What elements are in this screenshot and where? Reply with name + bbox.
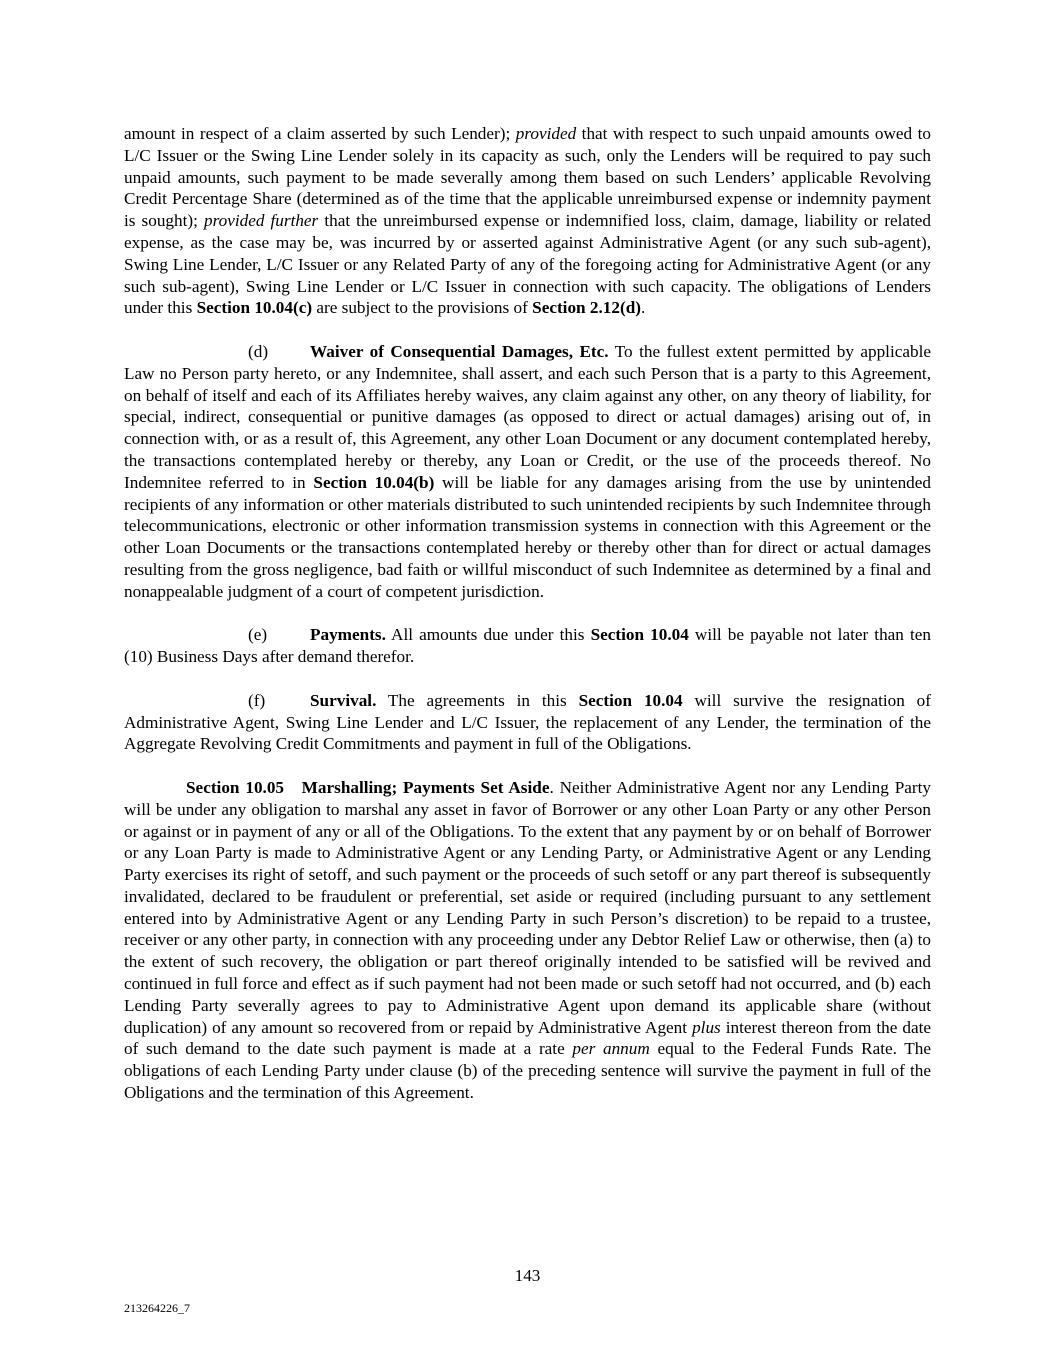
subsection-heading: Survival. [310,690,377,710]
document-body [124,123,931,1126]
subsection-f: (f) Survival. The agreements in this Section 10.04 will survive the resignation of Administrative Agent, Swing Line Lender and L/C Issuer, the replacement of any Lender, the termination of the Aggregate Revolving Credit Commitments and payment in full of the Obligations. [124,690,931,754]
subsection-heading: Waiver of Consequential Damages, Etc. [310,341,609,361]
document-id: 213264226_7 [124,1301,190,1315]
subsection-label: (f) [248,690,266,710]
section-heading: Section 10.05 Marshalling; Payments Set Aside [186,777,550,797]
subsection-label: (d) [248,341,269,361]
page-number: 143 [514,1266,541,1285]
subsection-label: (e) [248,625,268,645]
section-10-05: Section 10.05 Marshalling; Payments Set Aside. Neither Administrative Agent nor any Lending Party will be under any obligation to marshal any asset in favor of Borrower or any other Loan Party or any other Person or against or in payment of any or all of the Obligations. To the extent that any payment by or on behalf of Borrower or any Loan Party is made to Administrative Agent or any Lending Party, or Administrative Agent or any Lending Party exercises its right of setoff, and such payment or the proceeds of such setoff or any part thereof is subsequently invalidated, declared to be fraudulent or preferential, set aside or required (including pursuant to any settlement entered into by Administrative Agent or any Lending Party in such Person’s discretion) to be repaid to a trustee, receiver or any other party, in connection with any proceeding under any Debtor Relief Law or otherwise, then (a) to the extent of such recovery, the obligation or part thereof originally intended to be satisfied will be revived and continued in full force and effect as if such payment had not been made or such setoff had not occurred, and (b) each Lending Party severally agrees to pay to Administrative Agent upon demand its applicable share (without duplication) of any amount so recovered from or repaid by Administrative Agent plus interest thereon from the date of such demand to the date such payment is made at a rate per annum equal to the Federal Funds Rate. The obligations of each Lending Party under clause (b) of the preceding sentence will survive the payment in full of the Obligations and the termination of this Agreement. [124,777,932,1103]
paragraph-continuation: amount in respect of a claim asserted by such Lender); provided that with respect to such unpaid amounts owed to L/C Issuer or the Swing Line Lender solely in its capacity as such, only the Lenders will be required to pay such unpaid amounts, such payment to be made severally among them based on such Lenders’ applicable Revolving Credit Percentage Share (determined as of the time that the applicable unreimbursed expense or indemnity payment is sought); provided further that the unreimbursed expense or indemnified loss, claim, damage, liability or related expense, as the case may be, was incurred by or asserted against Administrative Agent (or any such sub-agent), Swing Line Lender, L/C Issuer or any Related Party of any of the foregoing acting for Administrative Agent (or any such sub-agent), Swing Line Lender or L/C Issuer in connection with such capacity. The obligations of Lenders under this Section 10.04(c) are subject to the provisions of Section 2.12(d). [124,124,931,318]
subsection-heading: Payments. [310,625,386,645]
subsection-d: (d) Waiver of Consequential Damages, Etc. To the fullest extent permitted by applicable Law no Person party hereto, or any Indemnitee, shall assert, and each such Person that is a party to this Agreement, on behalf of itself and each of its Affiliates hereby waives, any claim against any other, on any theory of liability, for special, indirect, consequential or punitive damages (as opposed to direct or actual damages) arising out of, in connection with, or as a result of, this Agreement, any other Loan Document or any document contemplated hereby, the transactions contemplated hereby or thereby, any Loan or Credit, or the use of the proceeds thereof. No Indemnitee referred to in Section 10.04(b) will be liable for any damages arising from the use by unintended recipients of any information or other materials distributed to such unintended recipients by such Indemnitee through telecommunications, electronic or other information transmission systems in connection with this Agreement or the other Loan Documents or the transactions contemplated hereby or thereby other than for direct or actual damages resulting from the gross negligence, bad faith or willful misconduct of such Indemnitee as determined by a final and nonappealable judgment of a court of competent jurisdiction. [124,341,931,601]
subsection-e: (e) Payments. All amounts due under this Section 10.04 will be payable not later than ten (10) Business Days after demand therefor. [124,625,932,667]
